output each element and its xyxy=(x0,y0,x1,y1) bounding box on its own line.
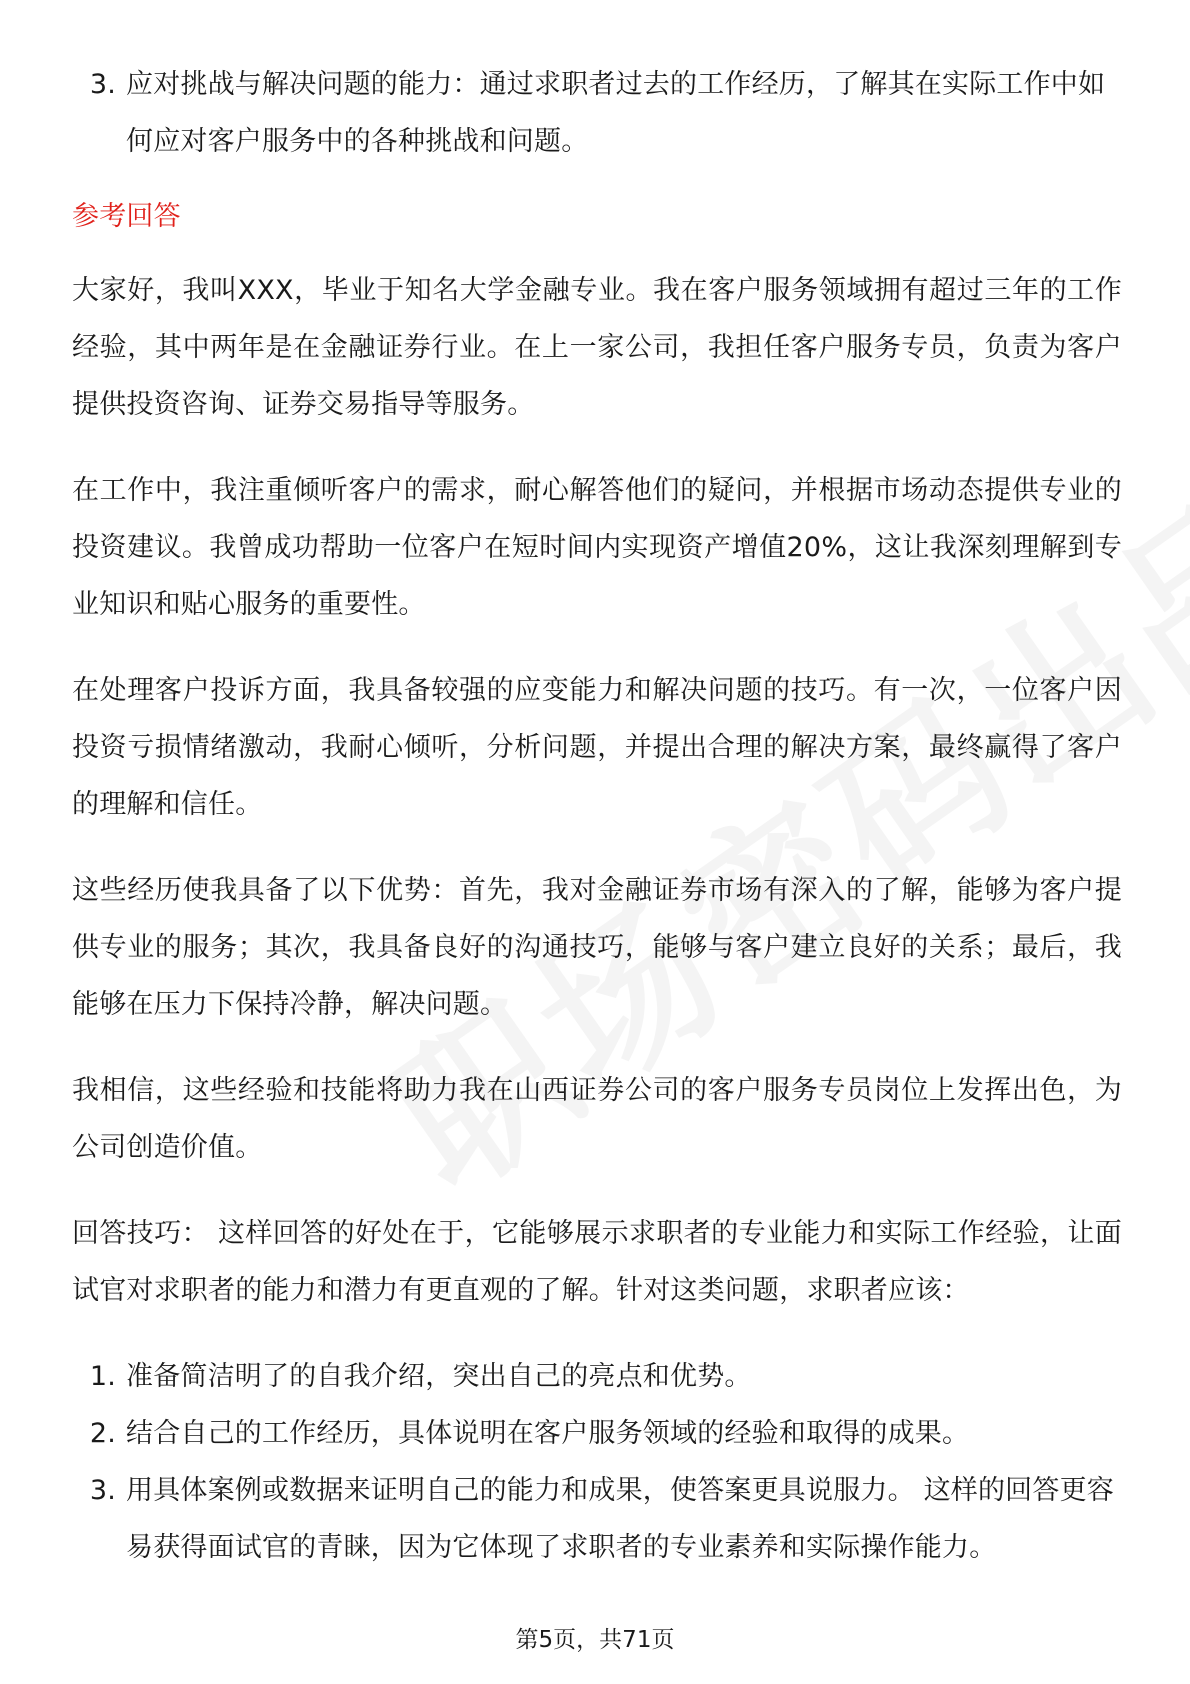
list-item xyxy=(72,56,1122,170)
list-text: 用具体案例或数据来证明自己的能力和成果，使答案更具说服力。 这样的回答更容易获得面试官的青睐，因为它体现了求职者的专业素养和实际操作能力。 xyxy=(126,1475,1114,1563)
list-number: 2. xyxy=(89,1418,116,1449)
list-text: 准备简洁明了的自我介绍，突出自己的亮点和优势。 xyxy=(126,1361,752,1392)
tips-list xyxy=(72,1348,1122,1576)
list-number: 3. xyxy=(89,1475,116,1506)
list-item xyxy=(72,1405,1122,1462)
paragraph: 我相信，这些经验和技能将助力我在山西证券公司的客户服务专员岗位上发挥出色，为公司创造价值。 xyxy=(72,1075,1122,1163)
list-text: 应对挑战与解决问题的能力：通过求职者过去的工作经历，了解其在实际工作中如何应对客户服务中的各种挑战和问题。 xyxy=(126,69,1106,157)
paragraph: 在处理客户投诉方面，我具备较强的应变能力和解决问题的技巧。有一次，一位客户因投资亏损情绪激动，我耐心倾听，分析问题，并提出合理的解决方案，最终赢得了客户的理解和信任。 xyxy=(72,675,1122,820)
section-heading: 参考回答 xyxy=(72,201,181,232)
page-content xyxy=(72,56,1122,1576)
answer-tips-paragraph: 回答技巧： 这样回答的好处在于，它能够展示求职者的专业能力和实际工作经验，让面试官对求职者的能力和潜力有更直观的了解。针对这类问题，求职者应该： xyxy=(72,1218,1122,1306)
page-footer: 第5页，共71页 xyxy=(515,1627,675,1653)
list-item xyxy=(72,1462,1122,1576)
paragraph: 大家好，我叫XXX，毕业于知名大学金融专业。我在客户服务领域拥有超过三年的工作经验，其中两年是在金融证券行业。在上一家公司，我担任客户服务专员，负责为客户提供投资咨询、证券交易指导等服务。 xyxy=(72,275,1122,420)
paragraph: 这些经历使我具备了以下优势：首先，我对金融证券市场有深入的了解，能够为客户提供专业的服务；其次，我具备良好的沟通技巧，能够与客户建立良好的关系；最后，我能够在压力下保持冷静，解决问题。 xyxy=(72,875,1122,1020)
list-number: 1. xyxy=(89,1361,116,1392)
list-text: 结合自己的工作经历，具体说明在客户服务领域的经验和取得的成果。 xyxy=(126,1418,970,1449)
paragraph: 在工作中，我注重倾听客户的需求，耐心解答他们的疑问，并根据市场动态提供专业的投资建议。我曾成功帮助一位客户在短时间内实现资产增值20%，这让我深刻理解到专业知识和贴心服务的重要性。 xyxy=(72,475,1122,620)
list-number: 3. xyxy=(89,69,116,100)
list-item xyxy=(72,1348,1122,1405)
